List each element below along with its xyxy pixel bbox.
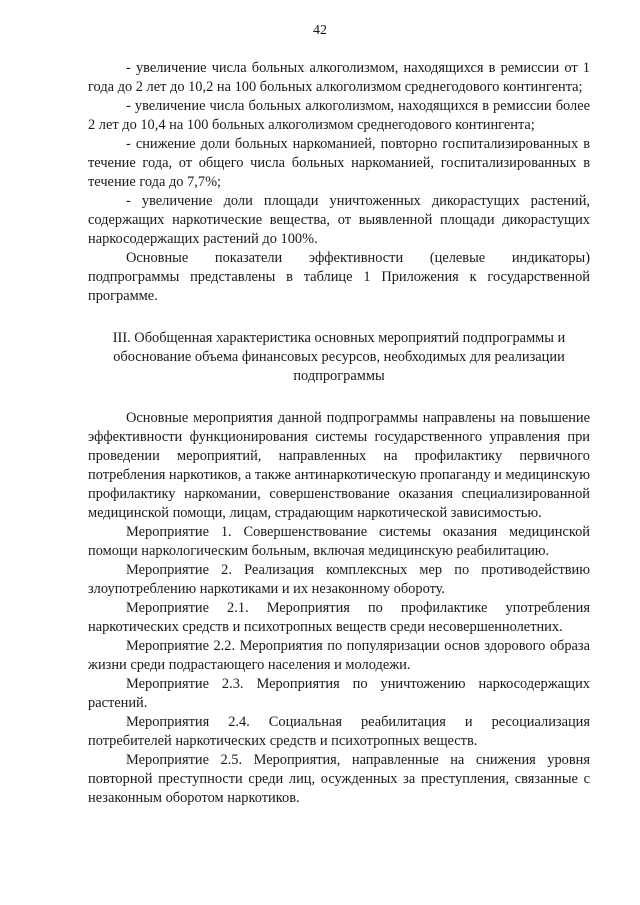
paragraph-remission-over-2-years: - увеличение числа больных алкоголизмом, находящихся в ремиссии более 2 лет до 10,4 на 100 больных алкоголизмом среднегодового контингента; (88, 98, 590, 133)
document-body (88, 59, 590, 808)
paragraph-rehospitalization: - снижение доли больных наркоманией, повторно госпитализированных в течение года, от общего числа больных наркоманией, госпитализированных в течение года до 7,7%; (88, 136, 590, 190)
page-number: 42 (313, 23, 327, 38)
paragraph-indicators: Основные показатели эффективности (целевые индикаторы) подпрограммы представлены в таблице 1 Приложения к государственной программе. (88, 250, 590, 304)
paragraph-activity-2-5: Мероприятие 2.5. Мероприятия, направленные на снижения уровня повторной преступности среди лиц, осужденных за преступления, связанные с незаконным оборотом наркотиков. (88, 752, 590, 806)
paragraph-activity-2-1: Мероприятие 2.1. Мероприятия по профилактике употребления наркотических средств и психотропных веществ среди несовершеннолетних. (88, 600, 590, 635)
section-heading-line: III. Обобщенная характеристика основных мероприятий подпрограммы и (112, 330, 566, 346)
paragraph-main-activities: Основные мероприятия данной подпрограммы направлены на повышение эффективности функционирования системы государственного управления при проведении мероприятий, направленных на профилактику первичного потребления наркотиков, а также антинаркотическую пропаганду и медицинскую профилактику наркомании, совершенствование оказания специализированной медицинской помощи, лицам, страдающим наркотической зависимостью. (88, 410, 590, 521)
section-heading-line: подпрограммы (293, 368, 385, 384)
section-heading (88, 329, 590, 386)
paragraph-activity-2-2: Мероприятие 2.2. Мероприятия по популяризации основ здорового образа жизни среди подрастающего населения и молодежи. (88, 638, 590, 673)
paragraph-activity-1: Мероприятие 1. Совершенствование системы оказания медицинской помощи наркологическим больным, включая медицинскую реабилитацию. (88, 524, 590, 559)
paragraph-activity-2: Мероприятие 2. Реализация комплексных мер по противодействию злоупотреблению наркотиками и их незаконному обороту. (88, 562, 590, 597)
section-heading-line: обоснование объема финансовых ресурсов, необходимых для реализации (113, 349, 565, 365)
paragraph-plant-destruction: - увеличение доли площади уничтоженных дикорастущих растений, содержащих наркотические вещества, от выявленной площади дикорастущих наркосодержащих растений до 100%. (88, 193, 590, 247)
paragraph-activity-2-4: Мероприятия 2.4. Социальная реабилитация и ресоциализация потребителей наркотических средств и психотропных веществ. (88, 714, 590, 749)
paragraph-activity-2-3: Мероприятие 2.3. Мероприятия по уничтожению наркосодержащих растений. (88, 676, 590, 711)
paragraph-remission-1-2-years: - увеличение числа больных алкоголизмом, находящихся в ремиссии от 1 года до 2 лет до 10,2 на 100 больных алкоголизмом среднегодового контингента; (88, 60, 590, 95)
